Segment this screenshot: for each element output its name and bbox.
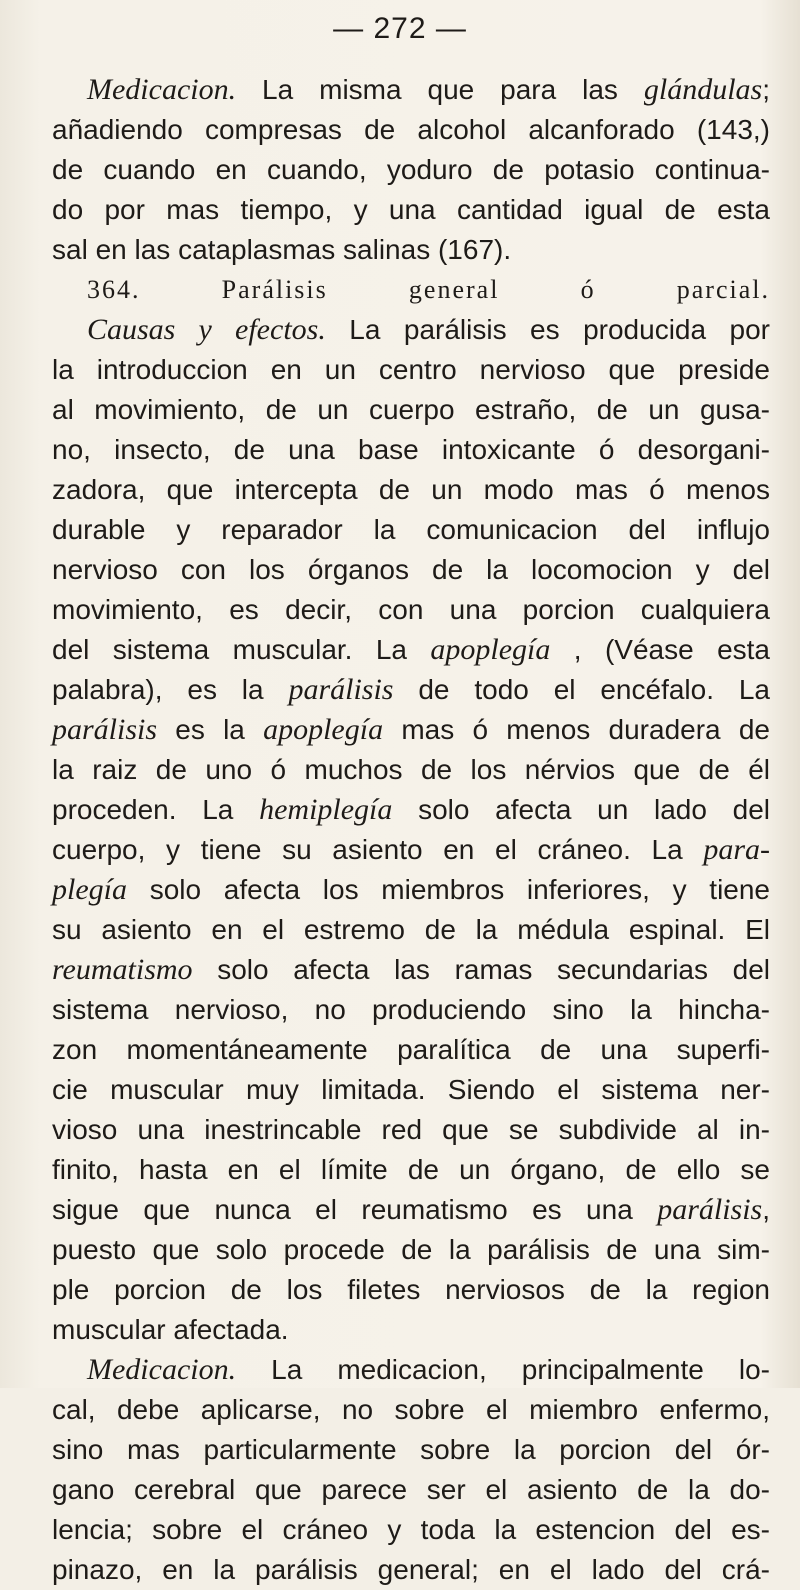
text-segment: , — [762, 1194, 770, 1225]
text-segment: 364. Parálisis general ó parcial. — [87, 275, 770, 304]
text-line — [52, 1230, 770, 1270]
italic-text: parálisis — [657, 1193, 763, 1226]
text-line — [52, 470, 770, 510]
text-segment: ; — [762, 74, 770, 105]
page-number: — 272 — — [333, 12, 467, 45]
text-segment: lencia; sobre el cráneo y toda la estencion del es- — [52, 1514, 770, 1545]
text-line — [52, 1550, 770, 1590]
text-line — [52, 1070, 770, 1110]
text-line — [52, 830, 770, 870]
text-segment: añadiendo compresas de alcohol alcanforado (143,) — [52, 114, 770, 145]
text-segment: su asiento en el estremo de la médula espinal. El — [52, 914, 770, 945]
text-segment: de todo el encéfalo. La — [393, 674, 770, 705]
text-segment: La misma que para las — [236, 74, 644, 105]
italic-text: parálisis — [52, 713, 158, 746]
text-line — [52, 1470, 770, 1510]
text-segment: movimiento, es decir, con una porcion cualquiera — [52, 594, 770, 625]
italic-text: Medicacion. — [87, 73, 237, 106]
text-segment: pinazo, en la parálisis general; en el lado del crá- — [52, 1554, 770, 1585]
italic-text: para- — [703, 833, 770, 866]
text-segment: del sistema muscular. La — [52, 634, 431, 665]
text-segment: solo afecta las ramas secundarias del — [192, 954, 770, 985]
text-segment: palabra), es la — [52, 674, 289, 705]
text-segment: zon momentáneamente paralítica de una superfi- — [52, 1034, 770, 1065]
text-line — [52, 1350, 770, 1390]
text-line — [52, 1110, 770, 1150]
text-line — [52, 1390, 770, 1430]
text-segment: al movimiento, de un cuerpo estraño, de un gusa- — [52, 394, 770, 425]
text-segment: sino mas particularmente sobre la porcion del ór- — [52, 1434, 770, 1465]
text-segment: durable y reparador la comunicacion del influjo — [52, 514, 770, 545]
text-line — [52, 230, 770, 270]
text-segment: gano cerebral que parece ser el asiento de la do- — [52, 1474, 770, 1505]
italic-text: apoplegía — [430, 633, 551, 666]
text-segment: proceden. La — [52, 794, 260, 825]
text-line — [52, 70, 770, 110]
text-line — [52, 150, 770, 190]
italic-text: Causas y efectos. — [87, 313, 326, 346]
text-segment: mas ó menos duradera de — [383, 714, 770, 745]
text-line — [52, 1430, 770, 1470]
italic-text: apoplegía — [263, 713, 384, 746]
text-line — [52, 750, 770, 790]
text-line — [52, 1030, 770, 1070]
italic-text: hemiplegía — [259, 793, 393, 826]
page-text — [52, 70, 770, 1590]
text-line — [52, 190, 770, 230]
text-segment: muscular afectada. — [52, 1314, 289, 1345]
text-line — [52, 310, 770, 350]
text-segment: solo afecta los miembros inferiores, y tiene — [127, 874, 770, 905]
italic-text: Medicacion. — [87, 1353, 237, 1386]
text-line — [52, 910, 770, 950]
text-line — [52, 1190, 770, 1230]
text-segment: puesto que solo procede de la parálisis de una sim- — [52, 1234, 770, 1265]
text-segment: es la — [157, 714, 264, 745]
text-segment: de cuando en cuando, yoduro de potasio continua- — [52, 154, 770, 185]
text-line — [52, 990, 770, 1030]
text-segment: sistema nervioso, no produciendo sino la hincha- — [52, 994, 770, 1025]
text-line — [52, 1310, 770, 1350]
text-segment: cal, debe aplicarse, no sobre el miembro enfermo, — [52, 1394, 770, 1425]
text-line — [52, 670, 770, 710]
text-segment: no, insecto, de una base intoxicante ó desorgani- — [52, 434, 770, 465]
text-line — [52, 390, 770, 430]
text-segment: La medicacion, principalmente lo- — [236, 1354, 770, 1385]
text-segment: solo afecta un lado del — [392, 794, 770, 825]
text-line — [52, 950, 770, 990]
text-segment: do por mas tiempo, y una cantidad igual de esta — [52, 194, 770, 225]
text-segment: la introduccion en un centro nervioso que preside — [52, 354, 770, 385]
text-segment: finito, hasta en el límite de un órgano, de ello se — [52, 1154, 770, 1185]
text-segment: , (Véase esta — [550, 634, 770, 665]
text-segment: vioso una inestrincable red que se subdivide al in- — [52, 1114, 770, 1145]
text-segment: La parálisis es producida por — [325, 314, 770, 345]
text-line — [52, 710, 770, 750]
italic-text: reumatismo — [52, 953, 193, 986]
italic-text: parálisis — [288, 673, 394, 706]
text-segment: sal en las cataplasmas salinas (167). — [52, 234, 512, 265]
text-segment: la raiz de uno ó muchos de los nérvios que de él — [52, 754, 770, 785]
text-line — [52, 110, 770, 150]
text-segment: cuerpo, y tiene su asiento en el cráneo. La — [52, 834, 704, 865]
text-line — [52, 510, 770, 550]
text-line — [52, 790, 770, 830]
italic-text: plegía — [52, 873, 127, 906]
section-heading — [52, 270, 770, 310]
text-segment: cie muscular muy limitada. Siendo el sistema ner- — [52, 1074, 770, 1105]
text-line — [52, 630, 770, 670]
text-line — [52, 550, 770, 590]
text-segment: sigue que nunca el reumatismo es una — [52, 1194, 658, 1225]
text-segment: ple porcion de los filetes nerviosos de la region — [52, 1274, 770, 1305]
text-segment: zadora, que intercepta de un modo mas ó menos — [52, 474, 770, 505]
text-line — [52, 430, 770, 470]
text-line — [52, 870, 770, 910]
text-line — [52, 1270, 770, 1310]
text-line — [52, 1150, 770, 1190]
text-line — [52, 350, 770, 390]
italic-text: glándulas — [643, 73, 763, 106]
text-line — [52, 590, 770, 630]
text-segment: nervioso con los órganos de la locomocion y del — [52, 554, 770, 585]
text-line — [52, 1510, 770, 1550]
